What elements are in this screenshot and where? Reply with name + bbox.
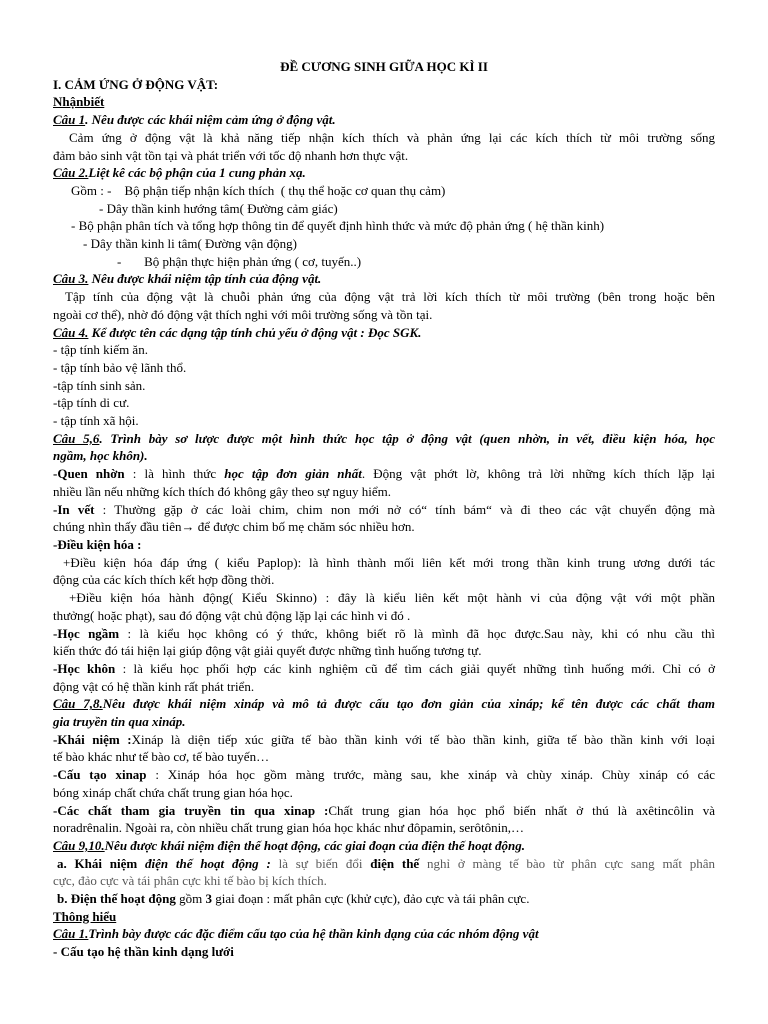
answer-line: Tập tính của động vật là chuỗi phản ứng của động vật trả lời kích thích từ môi trường (bên trong hoặc bên: [65, 289, 715, 305]
level-heading-recognize: Nhậnbiết: [53, 94, 105, 110]
answer-text: gồm: [175, 891, 206, 907]
answer-line: +Điều kiện hóa đáp ứng ( kiểu Paplop): là hình thành mối liên kết mới trong thần kinh trung ương dưới tác: [63, 554, 715, 570]
term: -Cấu tạo xinap: [53, 767, 147, 783]
answer-cac-chat: [53, 802, 715, 820]
question-label: Câu 5,6: [53, 430, 100, 446]
question-understand-1: [53, 925, 715, 943]
answer-b: [53, 890, 715, 908]
question-text: Trình bày được các đặc điểm cấu tạo của hệ thần kinh dạng của các nhóm động vật: [88, 926, 539, 942]
answer-line: tế bào khác như tế bào cơ, tế bào tuyến…: [53, 749, 270, 765]
emphasis: học tập đơn giản nhất: [224, 466, 362, 482]
answer-line: ngoài cơ thể), nhờ đó động vật thích nghi với môi trường sống và tồn tại.: [53, 306, 433, 322]
answer-line: - Bộ phận phân tích và tổng hợp thông tin để quyết định hình thức và mức độ phản ứng ( hệ thần kinh): [71, 218, 605, 234]
term: điện thế hoạt động :: [145, 855, 271, 871]
list-item: - tập tính xã hội.: [53, 413, 139, 429]
question-4: [53, 324, 715, 342]
document-page: [53, 58, 715, 961]
answer-cau-tao: [53, 766, 715, 784]
answer-line: kiến thức đó tái hiện lại giúp động vật giải quyết được những tình huống tương tự.: [53, 643, 482, 659]
question-text: Nêu được khái niệm tập tính của động vật.: [88, 271, 322, 287]
answer-line: động của các kích thích kết hợp đồng thời.: [53, 572, 275, 588]
question-label: Câu 1: [53, 112, 86, 128]
term: -Học khôn: [53, 660, 116, 676]
question-7-8: [53, 695, 715, 713]
term: b. Điện thế hoạt động: [57, 891, 176, 907]
answer-line: +Điều kiện hóa hành động( Kiểu Skinno) : đây là kiểu liên kết một hành vi của động vật với một phần: [69, 590, 715, 606]
answer-text: : là hình thức: [124, 466, 225, 482]
answer-text: Gồm : - Bộ phận tiếp nhận kích thích ( thụ thể hoặc cơ quan thụ cảm): [71, 182, 446, 198]
term: -Các chất tham gia truyền tin qua xinap :: [53, 802, 329, 818]
question-label: Câu 3.: [53, 271, 89, 287]
answer-line: - Dây thần kinh li tâm( Đường vận động): [83, 236, 297, 252]
term: -Quen nhờn: [53, 466, 125, 482]
question-text: Liệt kê các bộ phận của 1 cung phản xạ.: [88, 165, 306, 181]
question-label: Câu 1.: [53, 926, 89, 942]
question-9-10: [53, 837, 715, 855]
list-item: -tập tính di cư.: [53, 395, 130, 411]
answer-text: - Bộ phận thực hiện phản ứng ( cơ, tuyến..): [117, 253, 362, 269]
answer-hoc-ngam: [53, 625, 715, 643]
answer-line: thưởng( hoặc phạt), sau đó động vật chủ động lặp lại các hình vi đó .: [53, 607, 411, 623]
answer-text: : Thường gặp ở các loài chim, chim non mới nở có“ tính bám“ và đi theo các vật chuyển động mà: [94, 501, 715, 517]
term: -Học ngầm: [53, 625, 120, 641]
question-text-cont: gia truyền tin qua xináp.: [53, 714, 186, 730]
answer-line: đảm bảo sinh vật tồn tại và phát triển với tốc độ nhanh hơn thực vật.: [53, 147, 409, 163]
answer-line: - Dây thần kinh hướng tâm( Đường cảm giác): [99, 200, 338, 216]
answer-line: [53, 182, 715, 200]
answer-line: động vật có hệ thần kinh rất phát triển.: [53, 678, 255, 694]
answer-khai-niem: [53, 731, 715, 749]
arrow-icon: →: [181, 519, 195, 535]
answer-line: noradrênalin. Ngoài ra, còn nhiều chất trung gian hóa học khác như đôpamin, serôtônin,…: [53, 820, 524, 836]
answer-text: là sự biến đổi: [270, 855, 371, 871]
emphasis: điện thế: [370, 855, 420, 871]
term-dieu-kien-hoa: -Điều kiện hóa :: [53, 536, 142, 552]
list-item: - tập tính bảo vệ lãnh thổ.: [53, 359, 187, 375]
section-heading: I. CẢM ỨNG Ở ĐỘNG VẬT:: [53, 76, 219, 92]
term: -In vết: [53, 501, 95, 517]
question-label: Câu 7,8.: [53, 696, 103, 712]
answer-text: : là kiểu học phối hợp các kinh nghiệm cũ để tìm cách giải quyết những tình huống mới. Chỉ có ở: [115, 660, 715, 676]
list-item: -tập tính sinh sản.: [53, 377, 146, 393]
question-1: [53, 111, 715, 129]
answer-text: : Xináp hóa học gồm màng trước, màng sau, khe xináp và chùy xináp. Chùy xináp có các: [146, 767, 715, 783]
answer-line: bóng xináp chất chứa chất trung gian hóa học.: [53, 784, 293, 800]
answer-text: Xináp là diện tiếp xúc giữa tế bào thần kinh với tế bào thần kinh, giữa tế bào thần kinh với loại: [131, 731, 715, 747]
sub-heading: - Cấu tạo hệ thần kinh dạng lưới: [53, 944, 234, 960]
list-item: - tập tính kiếm ăn.: [53, 342, 148, 358]
question-label: Câu 4.: [53, 324, 89, 340]
question-text: Nêu được khái niệm điện thế hoạt động, các giai đoạn của điện thế hoạt động.: [104, 837, 525, 853]
term: -Khái niệm :: [53, 731, 132, 747]
question-text-cont: ngầm, học khôn).: [53, 448, 148, 464]
answer-line: cực, đảo cực và tái phân cực khi tế bào bị kích thích.: [53, 873, 327, 889]
answer-text: Chất trung gian hóa học phổ biến nhất ở thú là axêtincôlin và: [328, 802, 715, 818]
answer-text: . Động vật phớt lờ, không trả lời những kích thích lặp lại: [361, 466, 715, 482]
emphasis: 3: [205, 891, 212, 907]
question-2: [53, 164, 715, 182]
question-text: Nêu được khái niệm xináp và mô tả được cấu tạo đơn giản của xináp; kể tên được các chất tham: [102, 696, 715, 712]
document-title: ĐỀ CƯƠNG SINH GIỮA HỌC KÌ II: [280, 59, 488, 74]
answer-hoc-khon: [53, 660, 715, 678]
question-text: . Trình bày sơ lược được một hình thức học tập ở động vật (quen nhờn, in vết, điều kiện hóa, học: [99, 430, 715, 446]
answer-quen-nhon: [53, 465, 715, 483]
question-3: [53, 270, 715, 288]
answer-a: [53, 855, 715, 873]
answer-text: giai đoạn : mất phân cực (khử cực), đảo cực và tái phân cực.: [211, 891, 530, 907]
term: a. Khái niệm: [57, 855, 146, 871]
answer-text: để được chim bố mẹ chăm sóc nhiều hơn.: [194, 519, 415, 535]
question-label: Câu 2.: [53, 165, 89, 181]
question-label: Câu 9,10.: [53, 837, 105, 853]
answer-text: nghỉ ở màng tế bào từ phân cực sang mất phân: [419, 855, 716, 871]
question-text: Kể được tên các dạng tập tính chủ yếu ở động vật : Đọc SGK.: [88, 324, 422, 340]
answer-line: [53, 518, 715, 536]
answer-line: nhiều lần nếu những kích thích đó không gây theo sự nguy hiểm.: [53, 483, 391, 499]
answer-in-vet: [53, 501, 715, 519]
level-heading-understand: Thông hiểu: [53, 908, 117, 924]
answer-text: : là kiểu học không có ý thức, không biết rõ là mình đã học được.Sau này, khi có nhu cầu thì: [119, 625, 715, 641]
answer-line: [53, 253, 715, 271]
answer-line: Cảm ứng ở động vật là khả năng tiếp nhận kích thích và phản ứng lại các kích thích từ môi trường sống: [69, 129, 715, 145]
answer-text: chúng nhìn thấy đầu tiên: [53, 519, 182, 535]
question-text: . Nêu được các khái niệm cảm ứng ở động vật.: [85, 112, 336, 128]
question-5-6: [53, 430, 715, 448]
